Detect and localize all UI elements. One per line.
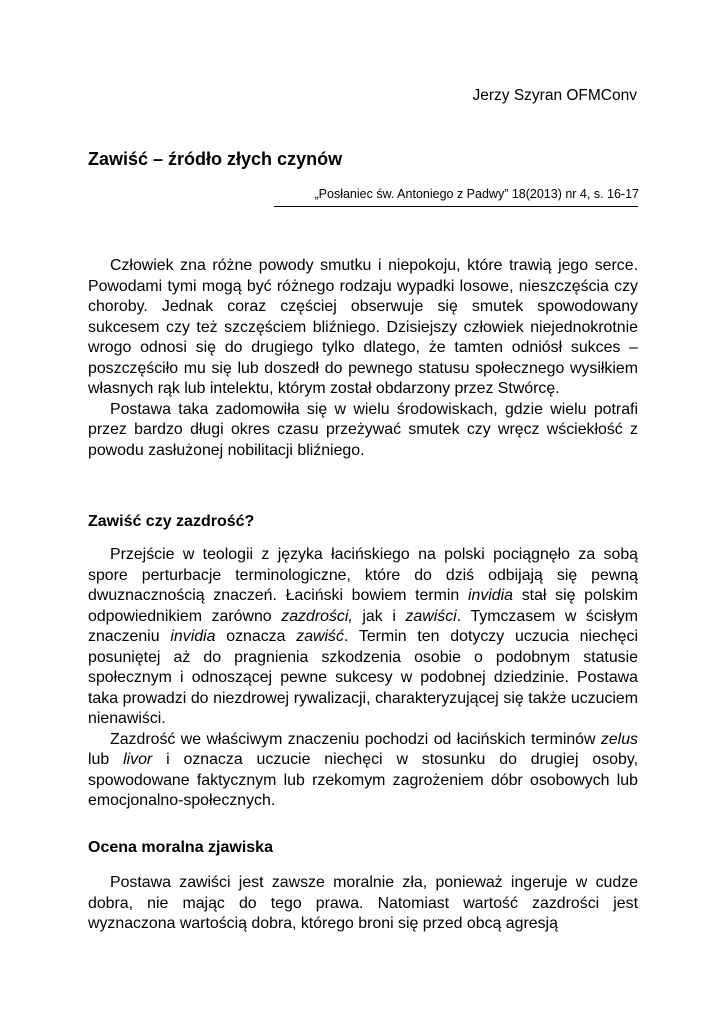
author-name: Jerzy Szyran OFMConv (472, 87, 637, 104)
paragraph (88, 730, 638, 812)
paragraph (88, 545, 638, 730)
italic-term: invidia (170, 628, 216, 645)
text-run: oznacza (215, 628, 297, 645)
section-body (88, 873, 638, 935)
italic-term: zawiść (296, 628, 344, 645)
italic-term: livor (123, 751, 153, 768)
text-run: i oznacza uczucie niechęci w stosunku do drugiej osoby, spowodowane faktycznym lub rzekomym zagrożeniem dóbr osobowych lub emocjonalno-społecznych. (88, 751, 638, 809)
italic-term: zazdrości, (281, 607, 353, 625)
paragraph: Postawa zawiści jest zawsze moralnie zła, ponieważ ingeruje w cudze dobra, nie mając do tego prawa. Natomiast wartość zazdrości jest wyznaczona wartością dobra, którego broni się przed obcą agresją (88, 874, 638, 932)
text-run: stał się polskim odpowiednikiem zarówno (88, 587, 639, 625)
intro-section (88, 256, 638, 461)
text-run: . Tymczasem w ścisłym znaczeniu (88, 607, 638, 645)
italic-term: zelus (600, 730, 638, 748)
citation-underline (274, 206, 638, 207)
text-run: jak i (352, 607, 406, 625)
section-heading: Zawiść czy zazdrość? (88, 513, 255, 530)
text-run: lub (88, 751, 124, 768)
text-run: Zazdrość we właściwym znaczeniu pochodzi od łacińskich terminów (110, 730, 601, 748)
article-title: Zawiść – źródło złych czynów (88, 149, 343, 169)
section-heading: Ocena moralna zjawiska (88, 839, 273, 856)
text-run: Przejście w teologii z języka łacińskiego na polski pociągnęło za sobą spore perturbacje terminologiczne, które do dziś odbijają się pewną dwuznacznością znaczeń. Łaciński bowiem termin (88, 546, 638, 604)
paragraph: Człowiek zna różne powody smutku i niepokoju, które trawią jego serce. Powodami tymi mogą być różnego rodzaju wypadki losowe, nieszczęścia czy choroby. Jednak coraz częściej obserwuje się smutek spowodowany sukcesem czy też szczęściem bliźniego. Dzisiejszy człowiek niejednokrotnie wrogo odnosi się do drugiego tylko dlatego, że tamten odniósł sukces – poszczęściło mu się lub doszedł do pewnego statusu społecznego wysiłkiem własnych rąk lub intelektu, którym został obdarzony przez Stwórcę. (88, 257, 638, 397)
source-citation: „Posłaniec św. Antoniego z Padwy” 18(2013) nr 4, s. 16-17 (314, 187, 639, 201)
section-body (88, 545, 638, 812)
paragraph: Postawa taka zadomowiła się w wielu środowiskach, gdzie wielu potrafi przez bardzo długi okres czasu przeżywać smutek czy wręcz wściekłość z powodu zasłużonej nobilitacji bliźniego. (88, 400, 638, 459)
text-run: . Termin ten dotyczy uczucia niechęci posuniętej aż do pragnienia szkodzenia osobie o podobnym statusie społecznym i odnoszącej pewne sukcesy w podobnej dziedzinie. Postawa taka prowadzi do niezdrowej rywalizacji, charakteryzującej się także uczuciem nienawiści. (88, 628, 638, 727)
italic-term: invidia (467, 587, 514, 604)
italic-term: zawiści (405, 607, 457, 625)
